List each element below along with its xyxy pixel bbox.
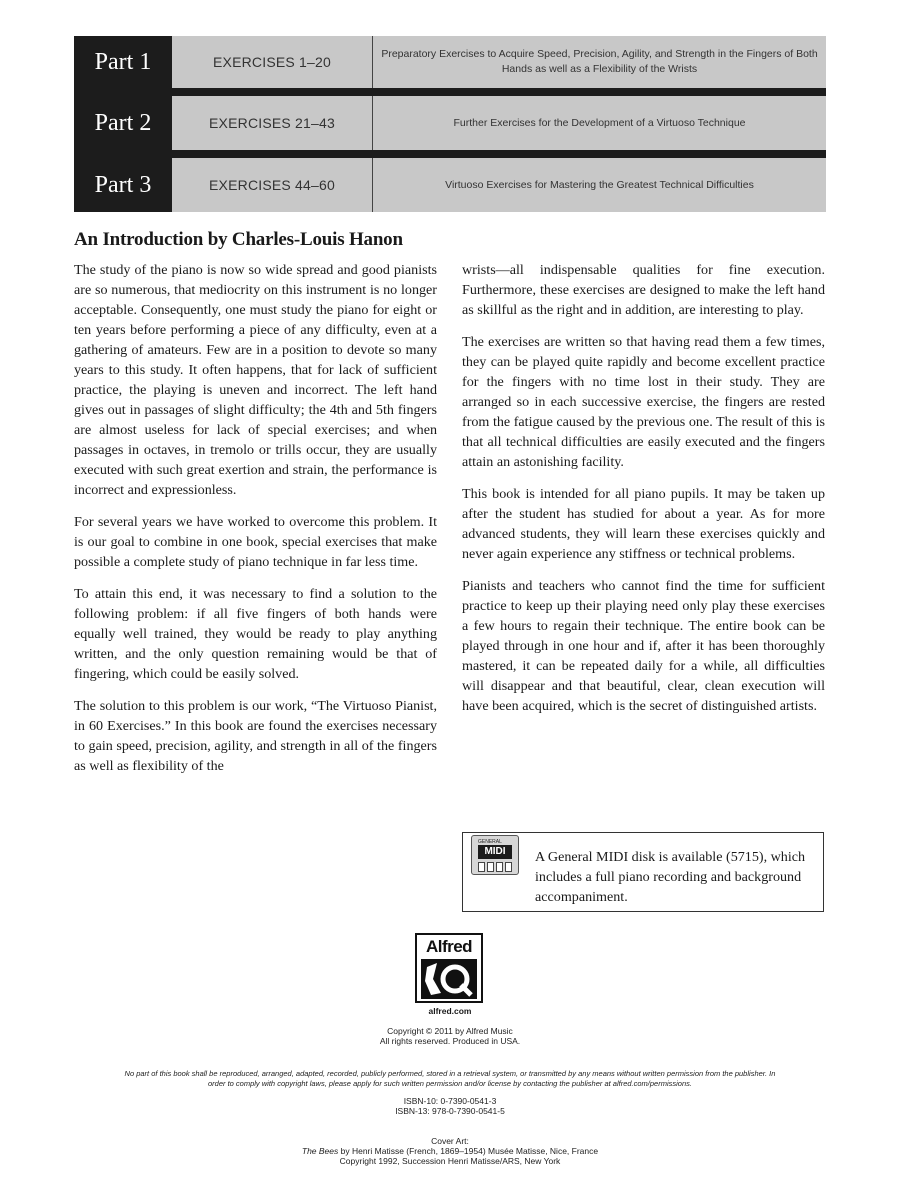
parts-table (74, 36, 826, 220)
part-label: Part 3 (74, 158, 172, 212)
logo-wordmark: Alfred (425, 937, 473, 956)
right-column (462, 260, 825, 728)
rights-notice-text: No part of this book shall be reproduced, arranged, adapted, recorded, publicly performed, stored in a retrieval system, or transmitted by any means without written permission from the publisher. In order to comply with copyright laws, please apply for such written permission and/or license by contacting the publisher at alfred.com/permissions. (124, 1069, 776, 1088)
cover-art-label: Cover Art: (431, 1136, 469, 1146)
isbn-block (120, 1096, 780, 1116)
logo-emblem-icon (421, 959, 477, 999)
midi-notice (462, 832, 824, 912)
copyright-block (120, 1026, 780, 1046)
paragraph: To attain this end, it was necessary to find a solution to the following problem: if all five fingers of both hands were equally well trained, they would be ready to play anything written, and the only question remaining would be that of fingering, which could be easily solved. (74, 586, 437, 682)
copyright-line: Copyright © 2011 by Alfred Music (387, 1026, 513, 1036)
part-description: Preparatory Exercises to Acquire Speed, Precision, Agility, and Strength in the Fingers of Both Hands as well as a Flexibility of the Wrists (381, 48, 818, 75)
cover-art-details: by Henri Matisse (French, 1869–1954) Musée Matisse, Nice, France (338, 1146, 599, 1156)
isbn-10: ISBN-10: 0-7390-0541-3 (403, 1096, 497, 1106)
part-label: Part 1 (74, 36, 172, 88)
midi-icon-word: MIDI (478, 845, 512, 859)
alfred-logo (415, 933, 483, 1003)
cover-art-title: The Bees (301, 1146, 339, 1156)
paragraph: The exercises are written so that having read them a few times, they can be played quite rapidly and become excellent practice for the fingers with no time lost in their study. They are arranged so in each successive exercise, the fingers are rested from the fatigue caused by the previous one. The result of this is that all technical difficulties are easily executed and the fingers attain an astonishing facility. (462, 334, 825, 470)
publisher-url: alfred.com (428, 1006, 472, 1016)
paragraph: For several years we have worked to overcome this problem. It is our goal to combine in one book, special exercises that make possible a complete study of piano technique in far less time. (74, 514, 437, 570)
rights-notice (120, 1069, 780, 1088)
part-exercises: EXERCISES 44–60 (172, 158, 373, 212)
midi-icon-top-label: GENERAL (478, 839, 502, 845)
part-exercises: EXERCISES 1–20 (172, 36, 373, 88)
part-description: Virtuoso Exercises for Mastering the Greatest Technical Difficulties (445, 178, 754, 191)
paragraph: The solution to this problem is our work, “The Virtuoso Pianist, in 60 Exercises.” In this book are found the exercises necessary to gain speed, precision, agility, and strength in all of the fingers as well as flexibility of the (74, 698, 437, 774)
piano-keys-icon (478, 862, 512, 872)
midi-icon (471, 835, 519, 875)
part-row-2 (74, 96, 826, 150)
rights-reserved-line: All rights reserved. Produced in USA. (379, 1036, 521, 1046)
paragraph: This book is intended for all piano pupils. It may be taken up after the student has studied for about a year. As for more advanced students, they will learn these exercises quickly and never again experience any stiffness or technical problems. (462, 486, 825, 562)
cover-art-copyright: Copyright 1992, Succession Henri Matisse/ARS, New York (339, 1156, 561, 1166)
part-row-3 (74, 158, 826, 212)
cover-art-line (120, 1146, 780, 1156)
paragraph: wrists—all indispensable qualities for fine execution. Furthermore, these exercises are designed to make the left hand as skillful as the right and in addition, are interesting to play. (462, 262, 825, 318)
midi-notice-text: A General MIDI disk is available (5715), which includes a full piano recording and background accompaniment. (535, 849, 806, 905)
left-column (74, 260, 437, 788)
isbn-13: ISBN-13: 978-0-7390-0541-5 (395, 1106, 505, 1116)
cover-art-credits (120, 1136, 780, 1166)
part-exercises: EXERCISES 21–43 (172, 96, 373, 150)
paragraph: The study of the piano is now so wide spread and good pianists are so numerous, that mediocrity on this instrument is no longer acceptable. Consequently, one must study the piano for eight or ten years before performing a piece of any difficulty, even at a gathering of amateurs. Few are in a position to devote so many years to this study. It often happens, that for lack of sufficient practice, the playing is uneven and incorrect. The left hand gives out in passages of slight difficulty; the 4th and 5th fingers are almost useless for lack of special exercises; and when passages in octaves, in tremolo or trills occur, they are usually executed with such great exertion and strain, the performance is incorrect and expressionless. (74, 262, 437, 498)
introduction-heading: An Introduction by Charles-Louis Hanon (74, 229, 403, 250)
paragraph: Pianists and teachers who cannot find the time for sufficient practice to keep up their playing need only play these exercises a few hours to regain their technique. The entire book can be played through in one hour and if, after it has been thoroughly mastered, it can be repeated daily for a while, all difficulties will disappear and that beautiful, clear, clean execution will have been acquired, which is the secret of distinguished artists. (462, 578, 825, 714)
part-description: Further Exercises for the Development of a Virtuoso Technique (453, 116, 746, 129)
part-row-1 (74, 36, 826, 88)
part-label: Part 2 (74, 96, 172, 150)
